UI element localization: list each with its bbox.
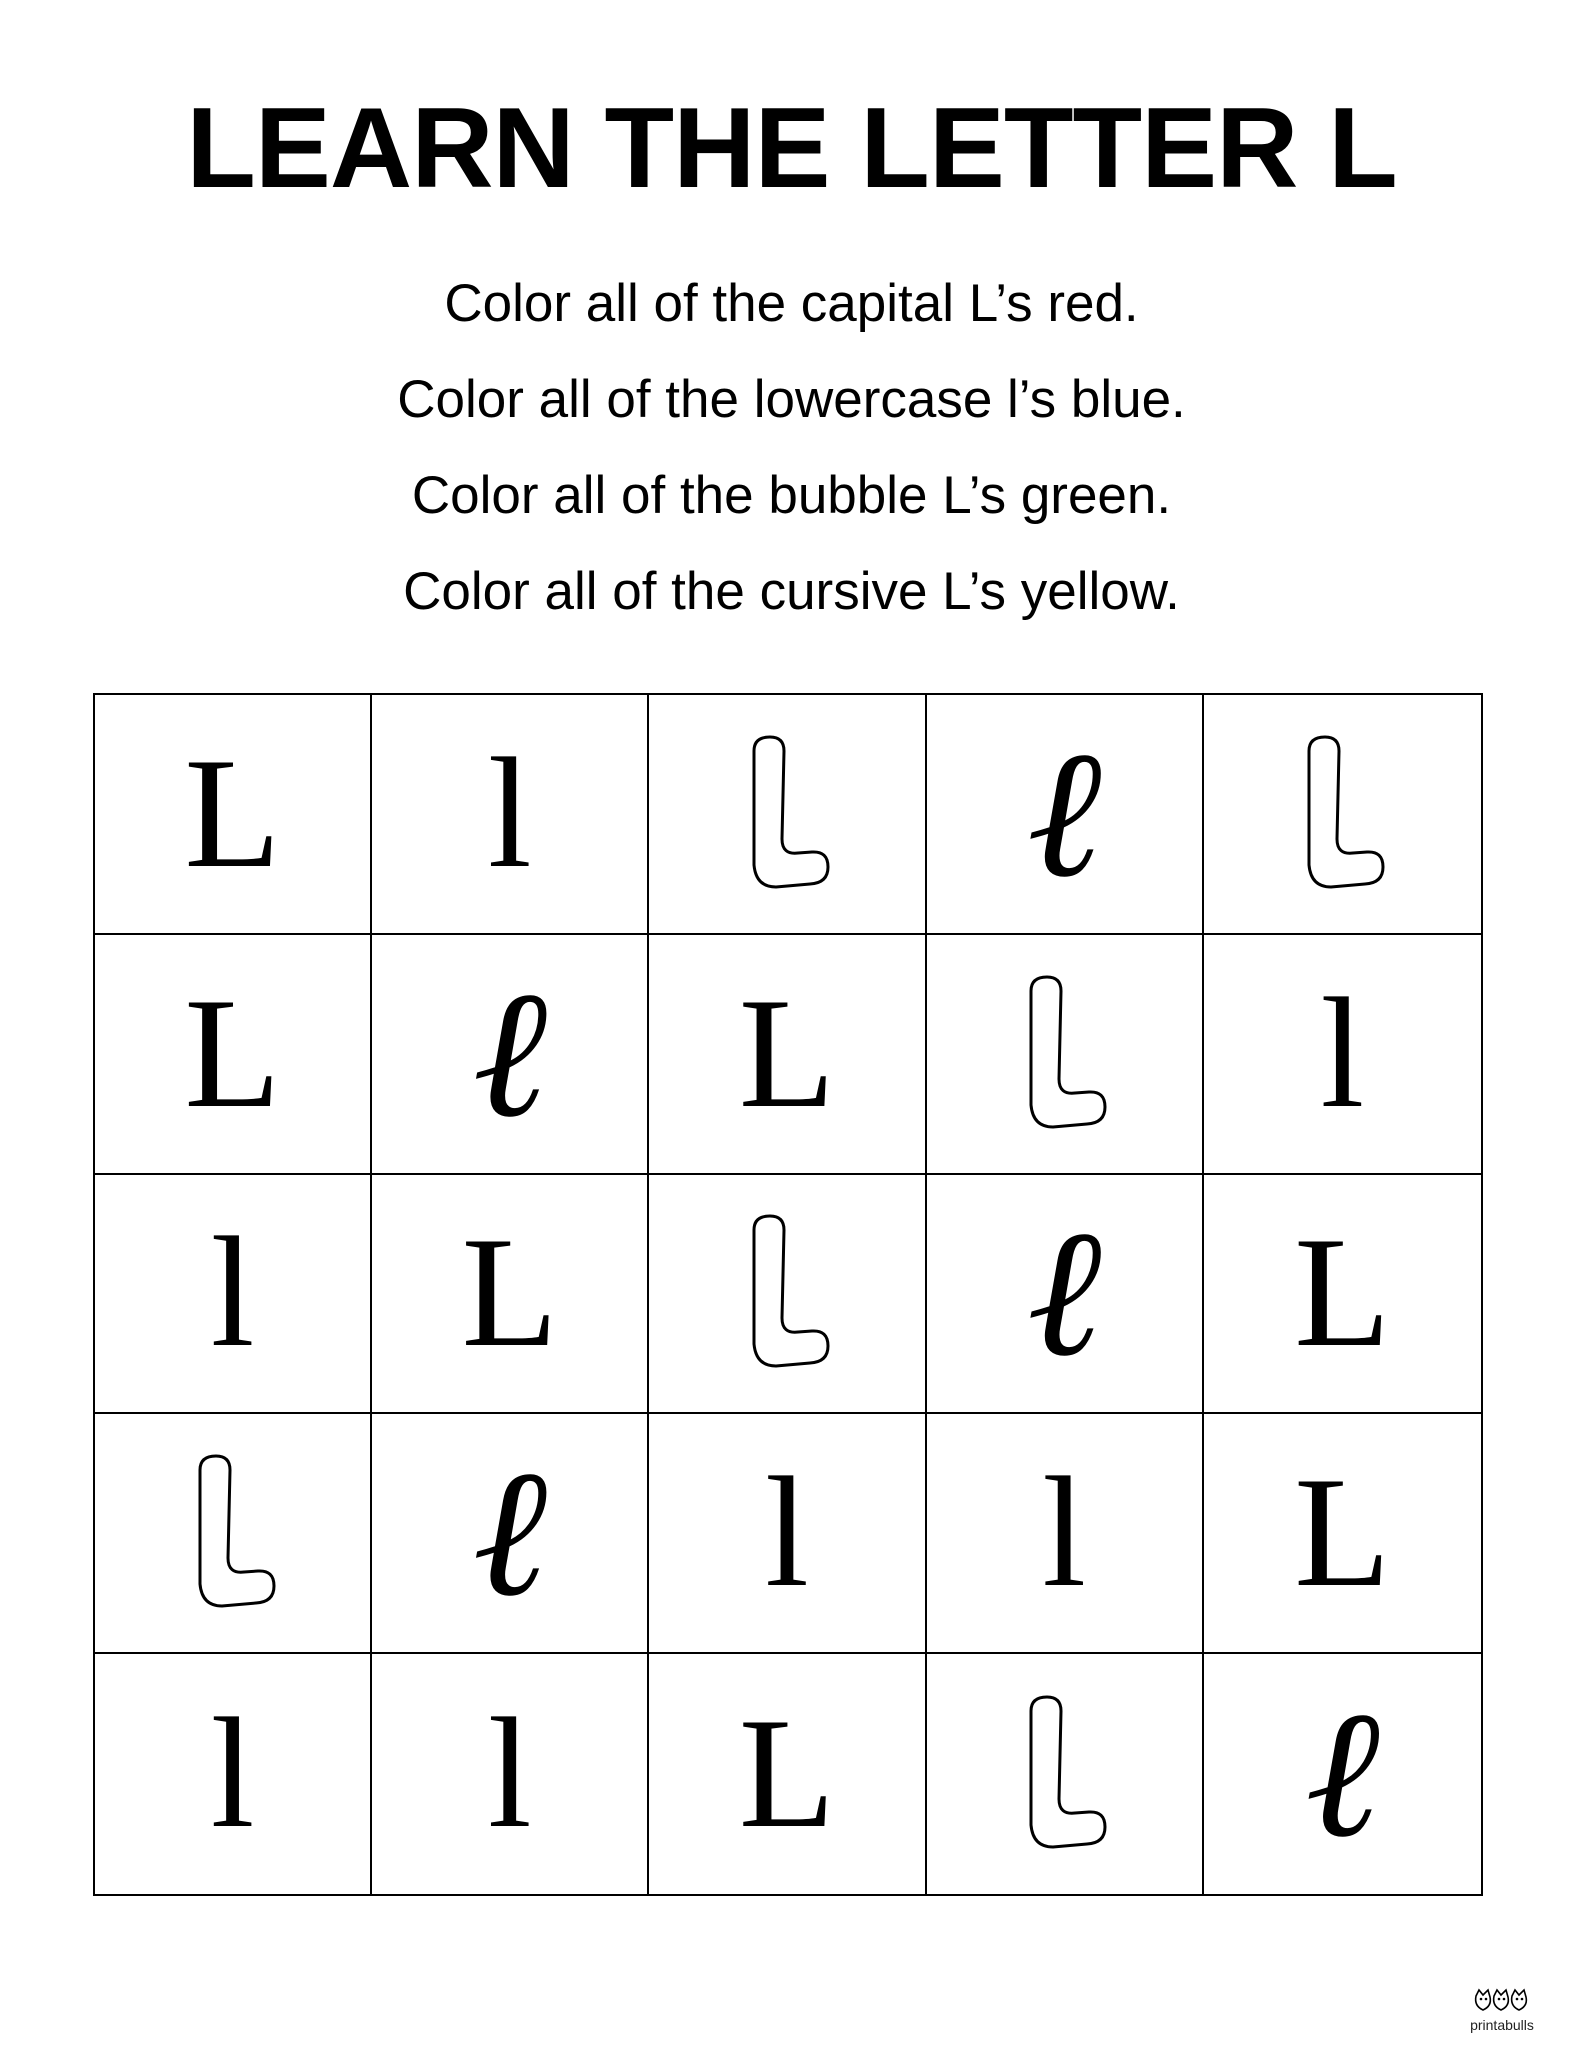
- grid-cell[interactable]: [95, 1175, 372, 1415]
- bubble-letter-l: [1287, 729, 1397, 899]
- bubble-letter-l: [1009, 969, 1119, 1139]
- letter-grid: [93, 693, 1483, 1896]
- lowercase-letter-l: l: [210, 1686, 255, 1862]
- capital-letter-l: L: [1294, 1445, 1391, 1621]
- grid-cell[interactable]: [649, 935, 926, 1175]
- grid-cell[interactable]: [95, 695, 372, 935]
- lowercase-letter-l: l: [1042, 1445, 1087, 1621]
- logo-text: printabulls: [1470, 2017, 1534, 2033]
- capital-letter-l: L: [738, 965, 836, 1141]
- grid-cell[interactable]: [1204, 935, 1481, 1175]
- grid-cell[interactable]: [372, 1654, 649, 1894]
- capital-letter-l: L: [738, 1686, 836, 1862]
- lowercase-letter-l: l: [487, 1686, 532, 1862]
- cursive-letter-l: ℓ: [472, 948, 548, 1158]
- instruction-lowercase: Color all of the lowercase l’s blue.: [397, 370, 1186, 429]
- grid-cell[interactable]: [372, 695, 649, 935]
- bubble-letter-l: [1009, 1689, 1119, 1859]
- lowercase-letter-l: l: [765, 1445, 809, 1621]
- grid-cell[interactable]: [95, 935, 372, 1175]
- grid-cell[interactable]: [927, 1414, 1204, 1654]
- grid-cell[interactable]: [649, 1654, 926, 1894]
- instructions: [0, 256, 1583, 640]
- grid-cell[interactable]: [927, 695, 1204, 935]
- grid-cell[interactable]: [927, 935, 1204, 1175]
- grid-cell[interactable]: [372, 1414, 649, 1654]
- grid-cell[interactable]: [1204, 1414, 1481, 1654]
- bubble-letter-l: [178, 1448, 288, 1618]
- bubble-letter-l: [732, 729, 842, 899]
- grid-cell[interactable]: [1204, 1654, 1481, 1894]
- bubble-letter-l: [732, 1208, 842, 1378]
- grid-cell[interactable]: [649, 1175, 926, 1415]
- cursive-letter-l: ℓ: [1026, 708, 1102, 918]
- grid-cell[interactable]: [649, 695, 926, 935]
- capital-letter-l: L: [461, 1205, 559, 1381]
- lowercase-letter-l: l: [210, 1205, 255, 1381]
- instruction-cursive: Color all of the cursive L’s yellow.: [403, 562, 1180, 621]
- lowercase-letter-l: l: [1320, 965, 1365, 1141]
- instruction-capital: Color all of the capital L’s red.: [444, 274, 1139, 333]
- capital-letter-l: L: [184, 965, 281, 1141]
- lowercase-letter-l: l: [487, 725, 532, 901]
- grid-cell[interactable]: [372, 935, 649, 1175]
- bulldog-faces-icon: [1472, 1988, 1532, 2014]
- capital-letter-l: L: [184, 725, 281, 901]
- grid-cell[interactable]: [927, 1654, 1204, 1894]
- grid-cell[interactable]: [1204, 695, 1481, 935]
- cursive-letter-l: ℓ: [472, 1428, 548, 1638]
- grid-cell[interactable]: [1204, 1175, 1481, 1415]
- capital-letter-l: L: [1294, 1205, 1391, 1381]
- cursive-letter-l: ℓ: [1304, 1669, 1380, 1879]
- grid-cell[interactable]: [649, 1414, 926, 1654]
- page-title: LEARN THE LETTER L: [186, 85, 1397, 212]
- grid-cell[interactable]: [927, 1175, 1204, 1415]
- grid-cell[interactable]: [95, 1654, 372, 1894]
- cursive-letter-l: ℓ: [1026, 1188, 1102, 1398]
- printabulls-logo: [1462, 1988, 1542, 2034]
- grid-cell[interactable]: [95, 1414, 372, 1654]
- instruction-bubble: Color all of the bubble L’s green.: [411, 466, 1172, 525]
- grid-cell[interactable]: [372, 1175, 649, 1415]
